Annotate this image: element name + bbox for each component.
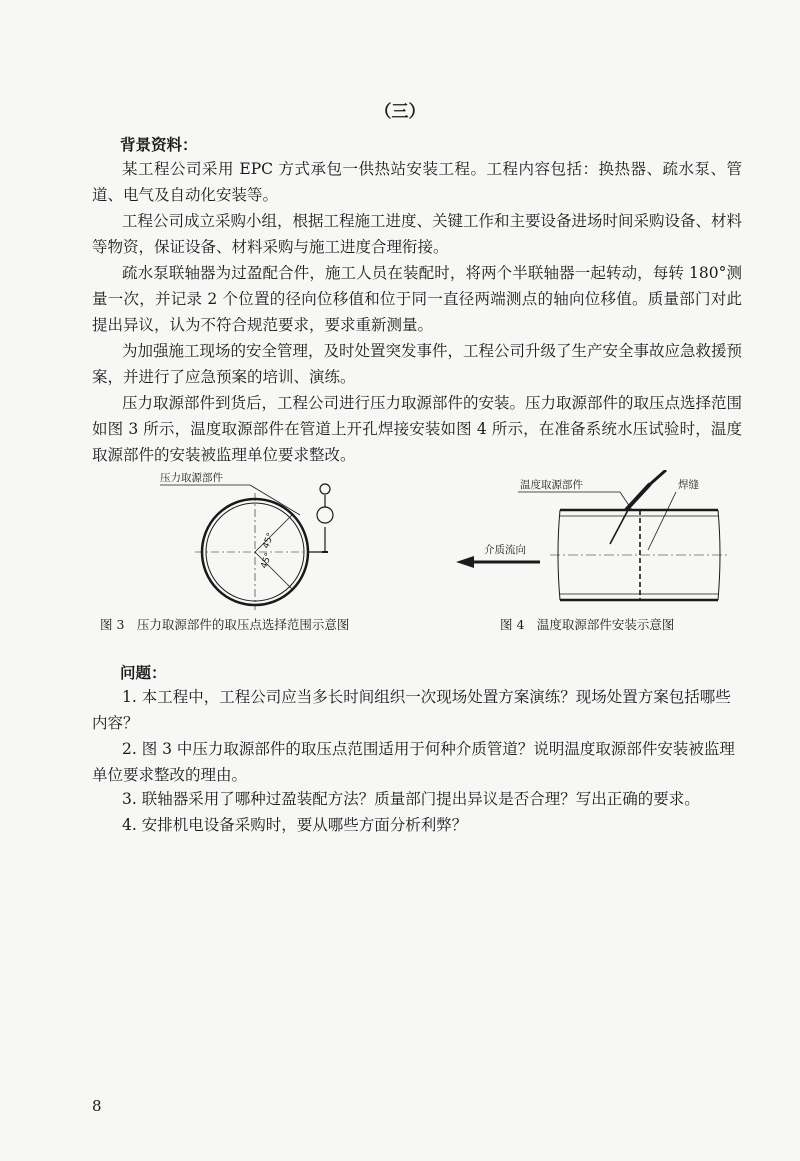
figure-3-diagram	[150, 465, 380, 610]
background-heading: 背景资料：	[120, 135, 198, 154]
sector-line-lower	[255, 552, 292, 589]
figure-4-diagram	[450, 470, 740, 610]
figure4-component-label: 温度取源部件	[520, 479, 583, 491]
figure3-component-label: 压力取源部件	[160, 472, 223, 484]
angle-label-upper: 45°	[261, 531, 277, 551]
question-2: 2. 图 3 中压力取源部件的取压点范围适用于何种介质管道？说明温度取源部件安装被监理单位要求整改的理由。	[92, 740, 735, 784]
section-title: （三）	[374, 102, 426, 122]
flow-label: 介质流向	[484, 544, 526, 556]
thermometer-head	[648, 470, 666, 486]
question-1: 1. 本工程中，工程公司应当多长时间组织一次现场处置方案演练？现场处置方案包括哪些内容？	[92, 688, 731, 732]
weld-leader-line	[648, 492, 676, 550]
figure3-caption: 图 3 压力取源部件的取压点选择范围示意图	[100, 617, 350, 632]
paragraph-5: 压力取源部件到货后，工程公司进行压力取源部件的安装。压力取源部件的取压点选择范围如图 3 所示，温度取源部件在管道上开孔焊接安装如图 4 所示，在准备系统水压试验时，温度取源部件的安装被监理单位要求整改。	[92, 394, 743, 464]
questions-heading: 问题：	[120, 663, 167, 682]
paragraph-4: 为加强施工现场的安全管理，及时处置突发事件，工程公司升级了生产安全事故应急救援预案，并进行了应急预案的培训、演练。	[92, 342, 743, 386]
paragraph-1: 某工程公司采用 EPC 方式承包一供热站安装工程。工程内容包括：换热器、疏水泵、管道、电气及自动化安装等。	[92, 160, 742, 204]
question-4: 4. 安排机电设备采购时，要从哪些方面分析利弊？	[122, 816, 468, 834]
paragraph-3: 疏水泵联轴器为过盈配合件，施工人员在装配时，将两个半联轴器一起转动，每转 180°测量一次，并记录 2 个位置的径向位移值和位于同一直径两端测点的轴向位移值。质量部门对此提出异议，认为不符合规范要求，要求重新测量。	[92, 264, 742, 334]
paragraph-2: 工程公司成立采购小组，根据工程施工进度、关键工作和主要设备进场时间采购设备、材料等物资，保证设备、材料采购与施工进度合理衔接。	[92, 212, 743, 256]
page-number: 8	[92, 1097, 102, 1115]
angle-label-lower: 45°	[259, 551, 275, 571]
temperature-probe	[610, 510, 628, 544]
weld-label: 焊缝	[678, 479, 699, 491]
flow-arrow-icon	[456, 556, 474, 568]
figure4-caption: 图 4 温度取源部件安装示意图	[500, 617, 675, 632]
siphon-coil	[317, 507, 333, 523]
question-3: 3. 联轴器采用了哪种过盈装配方法？质量部门提出异议是否合理？写出正确的要求。	[122, 790, 700, 808]
pressure-gauge-icon	[320, 484, 330, 494]
thermowell-boss	[626, 484, 650, 510]
